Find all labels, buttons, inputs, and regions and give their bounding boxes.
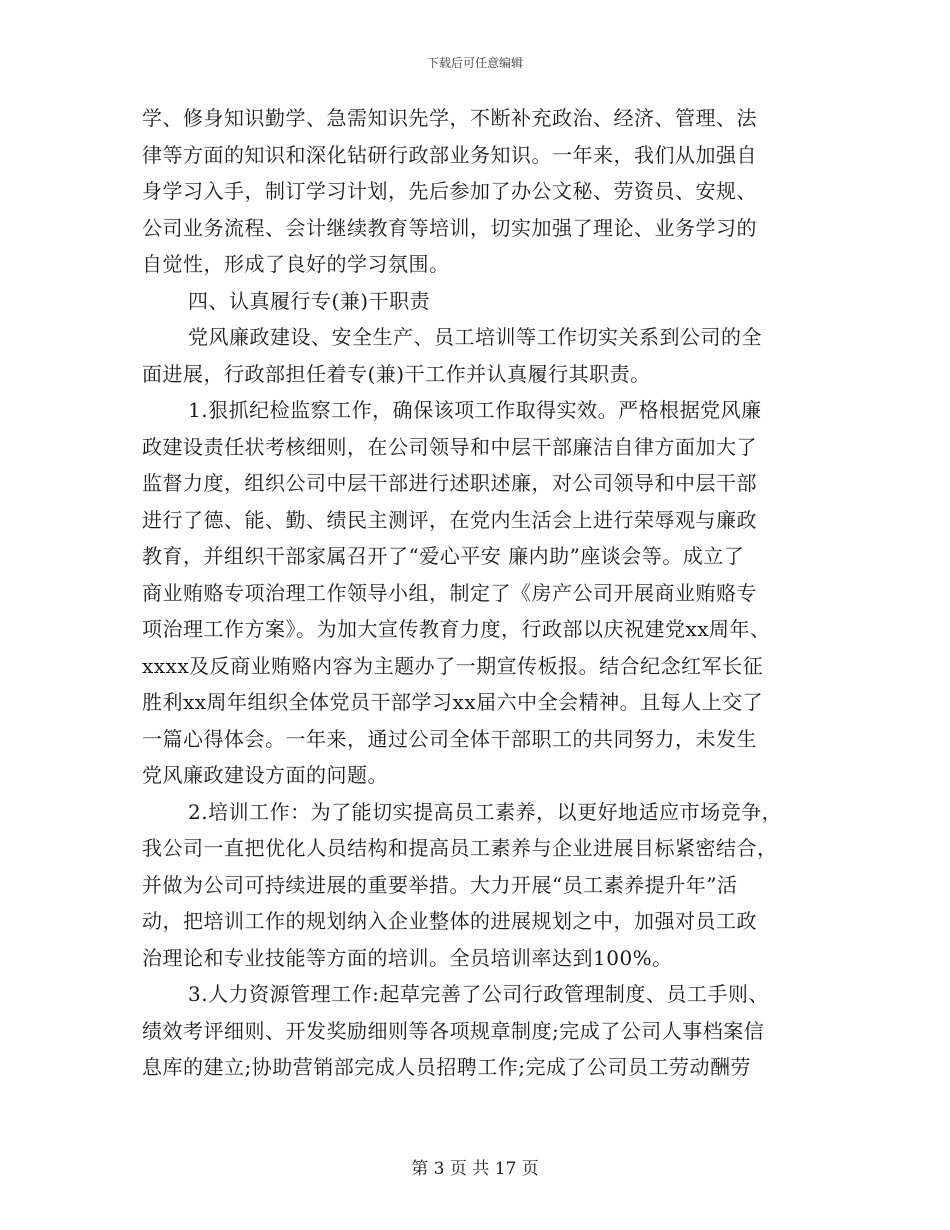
text-line: 一篇心得体会。一年来，通过公司全体干部职工的共同努力，未发生 [142,726,757,751]
text-line: 绩效考评细则、开发奖励细则等各项规章制度;完成了公司人事档案信 [142,1018,765,1043]
text-line: 公司业务流程、会计继续教育等培训，切实加强了理论、业务学习的 [142,215,757,240]
text-line: 律等方面的知识和深化钻研行政部业务知识。一年来，我们从加强自 [142,142,757,167]
text-line: 党风廉政建设、安全生产、员工培训等工作切实关系到公司的全 [188,325,762,349]
text-line: 监督力度，组织公司中层干部进行述职述廉，对公司领导和中层干部 [142,471,757,495]
text-line: xxxx及反商业贿赂内容为主题办了一期宣传板报。结合纪念红军长征 [142,653,764,678]
text-line: 党风廉政建设方面的问题。 [142,763,388,787]
text-line: 自觉性，形成了良好的学习氛围。 [142,252,450,276]
text-line: 进行了德、能、勤、绩民主测评，在党内生活会上进行荣辱观与廉政 [142,507,757,532]
text-line: 四、认真履行专(兼)干职责 [188,288,431,313]
text-line: 学、修身知识勤学、急需知识先学，不断补充政治、经济、管理、法 [142,106,757,130]
text-line: 我公司一直把优化人员结构和提高员工素养与企业进展目标紧密结合， [142,836,778,860]
text-line: 3.人力资源管理工作:起草完善了公司行政管理制度、员工手则、 [188,982,769,1006]
page-number: 第 3 页 共 17 页 [411,1159,539,1179]
text-line: 并做为公司可持续进展的重要举措。大力开展“员工素养提升年”活 [142,872,738,897]
text-line: 1.狠抓纪检监察工作，确保该项工作取得实效。严格根据党风廉 [188,398,762,422]
text-line: 动，把培训工作的规划纳入企业整体的进展规划之中，加强对员工政 [142,909,757,933]
page-header: 下载后可任意编辑 [426,56,523,70]
text-line: 教育，并组织干部家属召开了“爱心平安 廉内助”座谈会等。成立了 [142,544,745,568]
text-line: 商业贿赂专项治理工作领导小组，制定了《房产公司开展商业贿赂专 [142,580,757,605]
text-line: 2.培训工作：为了能切实提高员工素养，以更好地适应市场竞争， [188,799,783,824]
text-line: 息库的建立;协助营销部完成人员招聘工作;完成了公司员工劳动酬劳 [142,1055,751,1079]
text-line: 项治理工作方案》。为加大宣传教育力度，行政部以庆祝建党xx周年、 [142,617,771,641]
text-line: 治理论和专业技能等方面的培训。全员培训率达到100%。 [142,945,673,970]
text-line: 胜利xx周年组织全体党员干部学习xx届六中全会精神。且每人上交了 [142,690,764,714]
text-line: 面进展，行政部担任着专(兼)干工作并认真履行其职责。 [142,361,651,386]
text-line: 身学习入手，制订学习计划，先后参加了办公文秘、劳资员、安规、 [142,179,757,203]
document-body [142,100,814,1086]
text-line: 政建设责任状考核细则，在公司领导和中层干部廉洁自律方面加大了 [142,434,757,459]
